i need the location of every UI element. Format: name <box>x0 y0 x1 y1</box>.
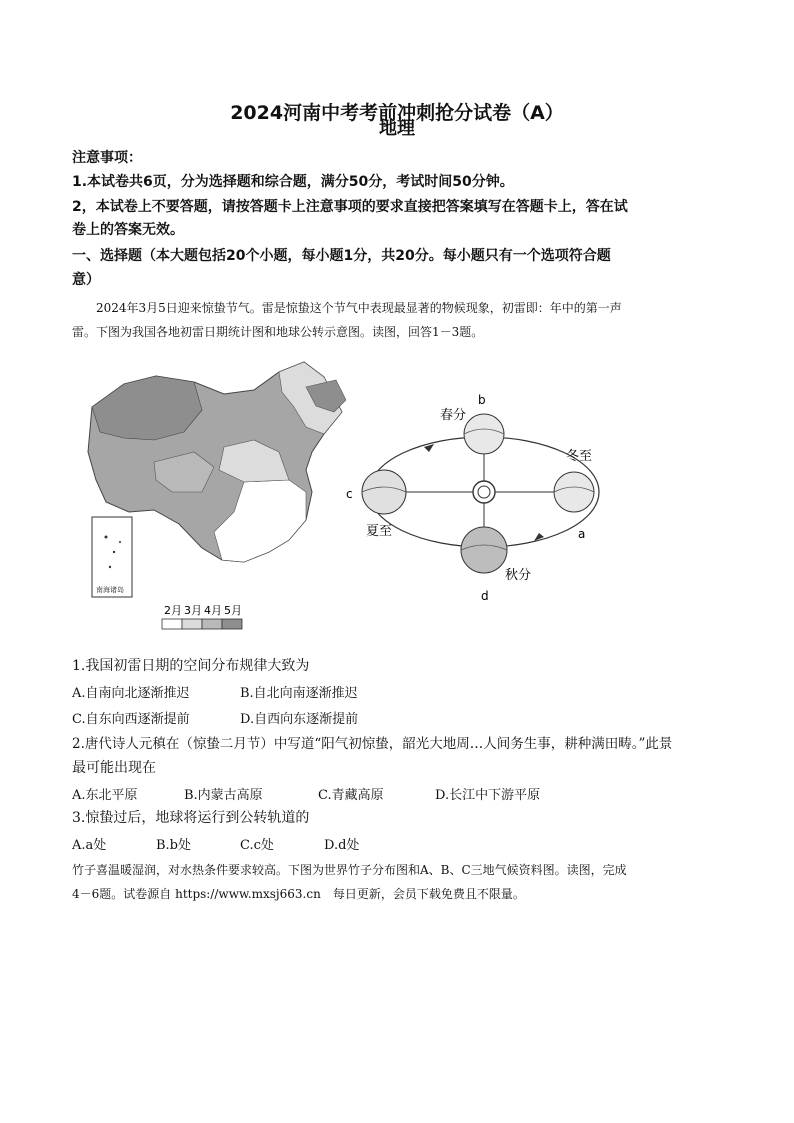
orbit-label-b: b <box>478 393 486 407</box>
earth-c-icon <box>362 470 406 514</box>
orbit-label-a: a <box>578 527 586 541</box>
figure-svg <box>84 352 614 642</box>
legend-label-may: 5月 <box>224 604 242 617</box>
legend-swatch-may <box>222 619 242 629</box>
legend-label-feb: 2月 <box>164 604 182 617</box>
question-2-stem-a: 2.唐代诗人元稹在（惊蛰二月节）中写道“阳气初惊蛰，韶光大地周…人间务生事，耕种满田畴。”此景 <box>72 736 673 752</box>
subject-title: 地理 <box>379 118 415 139</box>
legend-swatch-feb <box>162 619 182 629</box>
orbit-label-c: c <box>346 487 353 501</box>
map-legend <box>162 604 242 629</box>
question-2-stem-b: 最可能出现在 <box>72 760 156 776</box>
notice-heading: 注意事项： <box>72 150 142 166</box>
section-heading-b: 意） <box>72 272 100 288</box>
orbit-label-autumn: 秋分 <box>505 568 532 583</box>
section-heading-a: 一、选择题（本大题包括20个小题，每小题1分，共20分。每小题只有一个选项符合题 <box>72 248 611 264</box>
q1-option-a: A.自南向北逐渐推迟 <box>72 686 190 701</box>
earth-a-icon <box>554 472 594 512</box>
orbit-label-winter: 冬至 <box>566 449 593 464</box>
orbit-label-d: d <box>481 589 489 603</box>
q1-option-d: D.自西向东逐渐提前 <box>240 712 359 727</box>
intro2-line2: 4－6题。试卷源自 https://www.mxsj663.cn 每日更新，会员下载免费且不限量。 <box>72 887 525 901</box>
south-sea-inset <box>92 517 132 597</box>
legend-label-apr: 4月 <box>204 604 222 617</box>
earth-b-icon <box>464 414 504 454</box>
orbit-label-spring: 春分 <box>440 408 467 423</box>
q1-option-c: C.自东向西逐渐提前 <box>72 712 190 727</box>
legend-swatch-apr <box>202 619 222 629</box>
q2-option-a: A.东北平原 <box>72 788 138 803</box>
question-1-stem: 1.我国初雷日期的空间分布规律大致为 <box>72 658 310 674</box>
q2-option-b: B.内蒙古高原 <box>184 788 263 803</box>
q3-option-b: B.b处 <box>156 838 192 853</box>
q3-option-c: C.c处 <box>240 838 274 853</box>
q2-option-d: D.长江中下游平原 <box>435 788 541 803</box>
q3-option-a: A.a处 <box>72 838 107 853</box>
intro2-line1: 竹子喜温暖湿润，对水热条件要求较高。下图为世界竹子分布图和A、B、C三地气候资料图。读图，完成 <box>72 863 627 877</box>
page-title: 2024河南中考考前冲刺抢分试卷（A） <box>230 102 564 124</box>
sun-icon <box>473 481 495 503</box>
q1-option-b: B.自北向南逐渐推迟 <box>240 686 358 701</box>
figure-area <box>84 352 614 642</box>
inset-label: 南海诸岛 <box>96 586 124 594</box>
notice-item-1: 1.本试卷共6页，分为选择题和综合题，满分50分，考试时间50分钟。 <box>72 174 514 190</box>
china-thunder-map <box>88 362 346 597</box>
notice-item-2b: 卷上的答案无效。 <box>72 222 184 238</box>
orbit-arrow-icon <box>424 444 434 452</box>
earth-orbit-diagram <box>346 393 599 603</box>
intro1-line1: 2024年3月5日迎来惊蛰节气。雷是惊蛰这个节气中表现最显著的物候现象，初雷即：年中的第一声 <box>96 301 622 315</box>
legend-swatch-mar <box>182 619 202 629</box>
notice-item-2a: 2，本试卷上不要答题，请按答题卡上注意事项的要求直接把答案填写在答题卡上，答在试 <box>72 199 628 215</box>
earth-d-icon <box>461 527 507 573</box>
legend-label-mar: 3月 <box>184 604 202 617</box>
q2-option-c: C.青藏高原 <box>318 788 384 803</box>
intro1-line2: 雷。下图为我国各地初雷日期统计图和地球公转示意图。读图，回答1－3题。 <box>72 325 484 339</box>
question-3-stem: 3.惊蛰过后，地球将运行到公转轨道的 <box>72 810 310 826</box>
orbit-label-summer: 夏至 <box>366 524 393 539</box>
q3-option-d: D.d处 <box>324 838 360 853</box>
